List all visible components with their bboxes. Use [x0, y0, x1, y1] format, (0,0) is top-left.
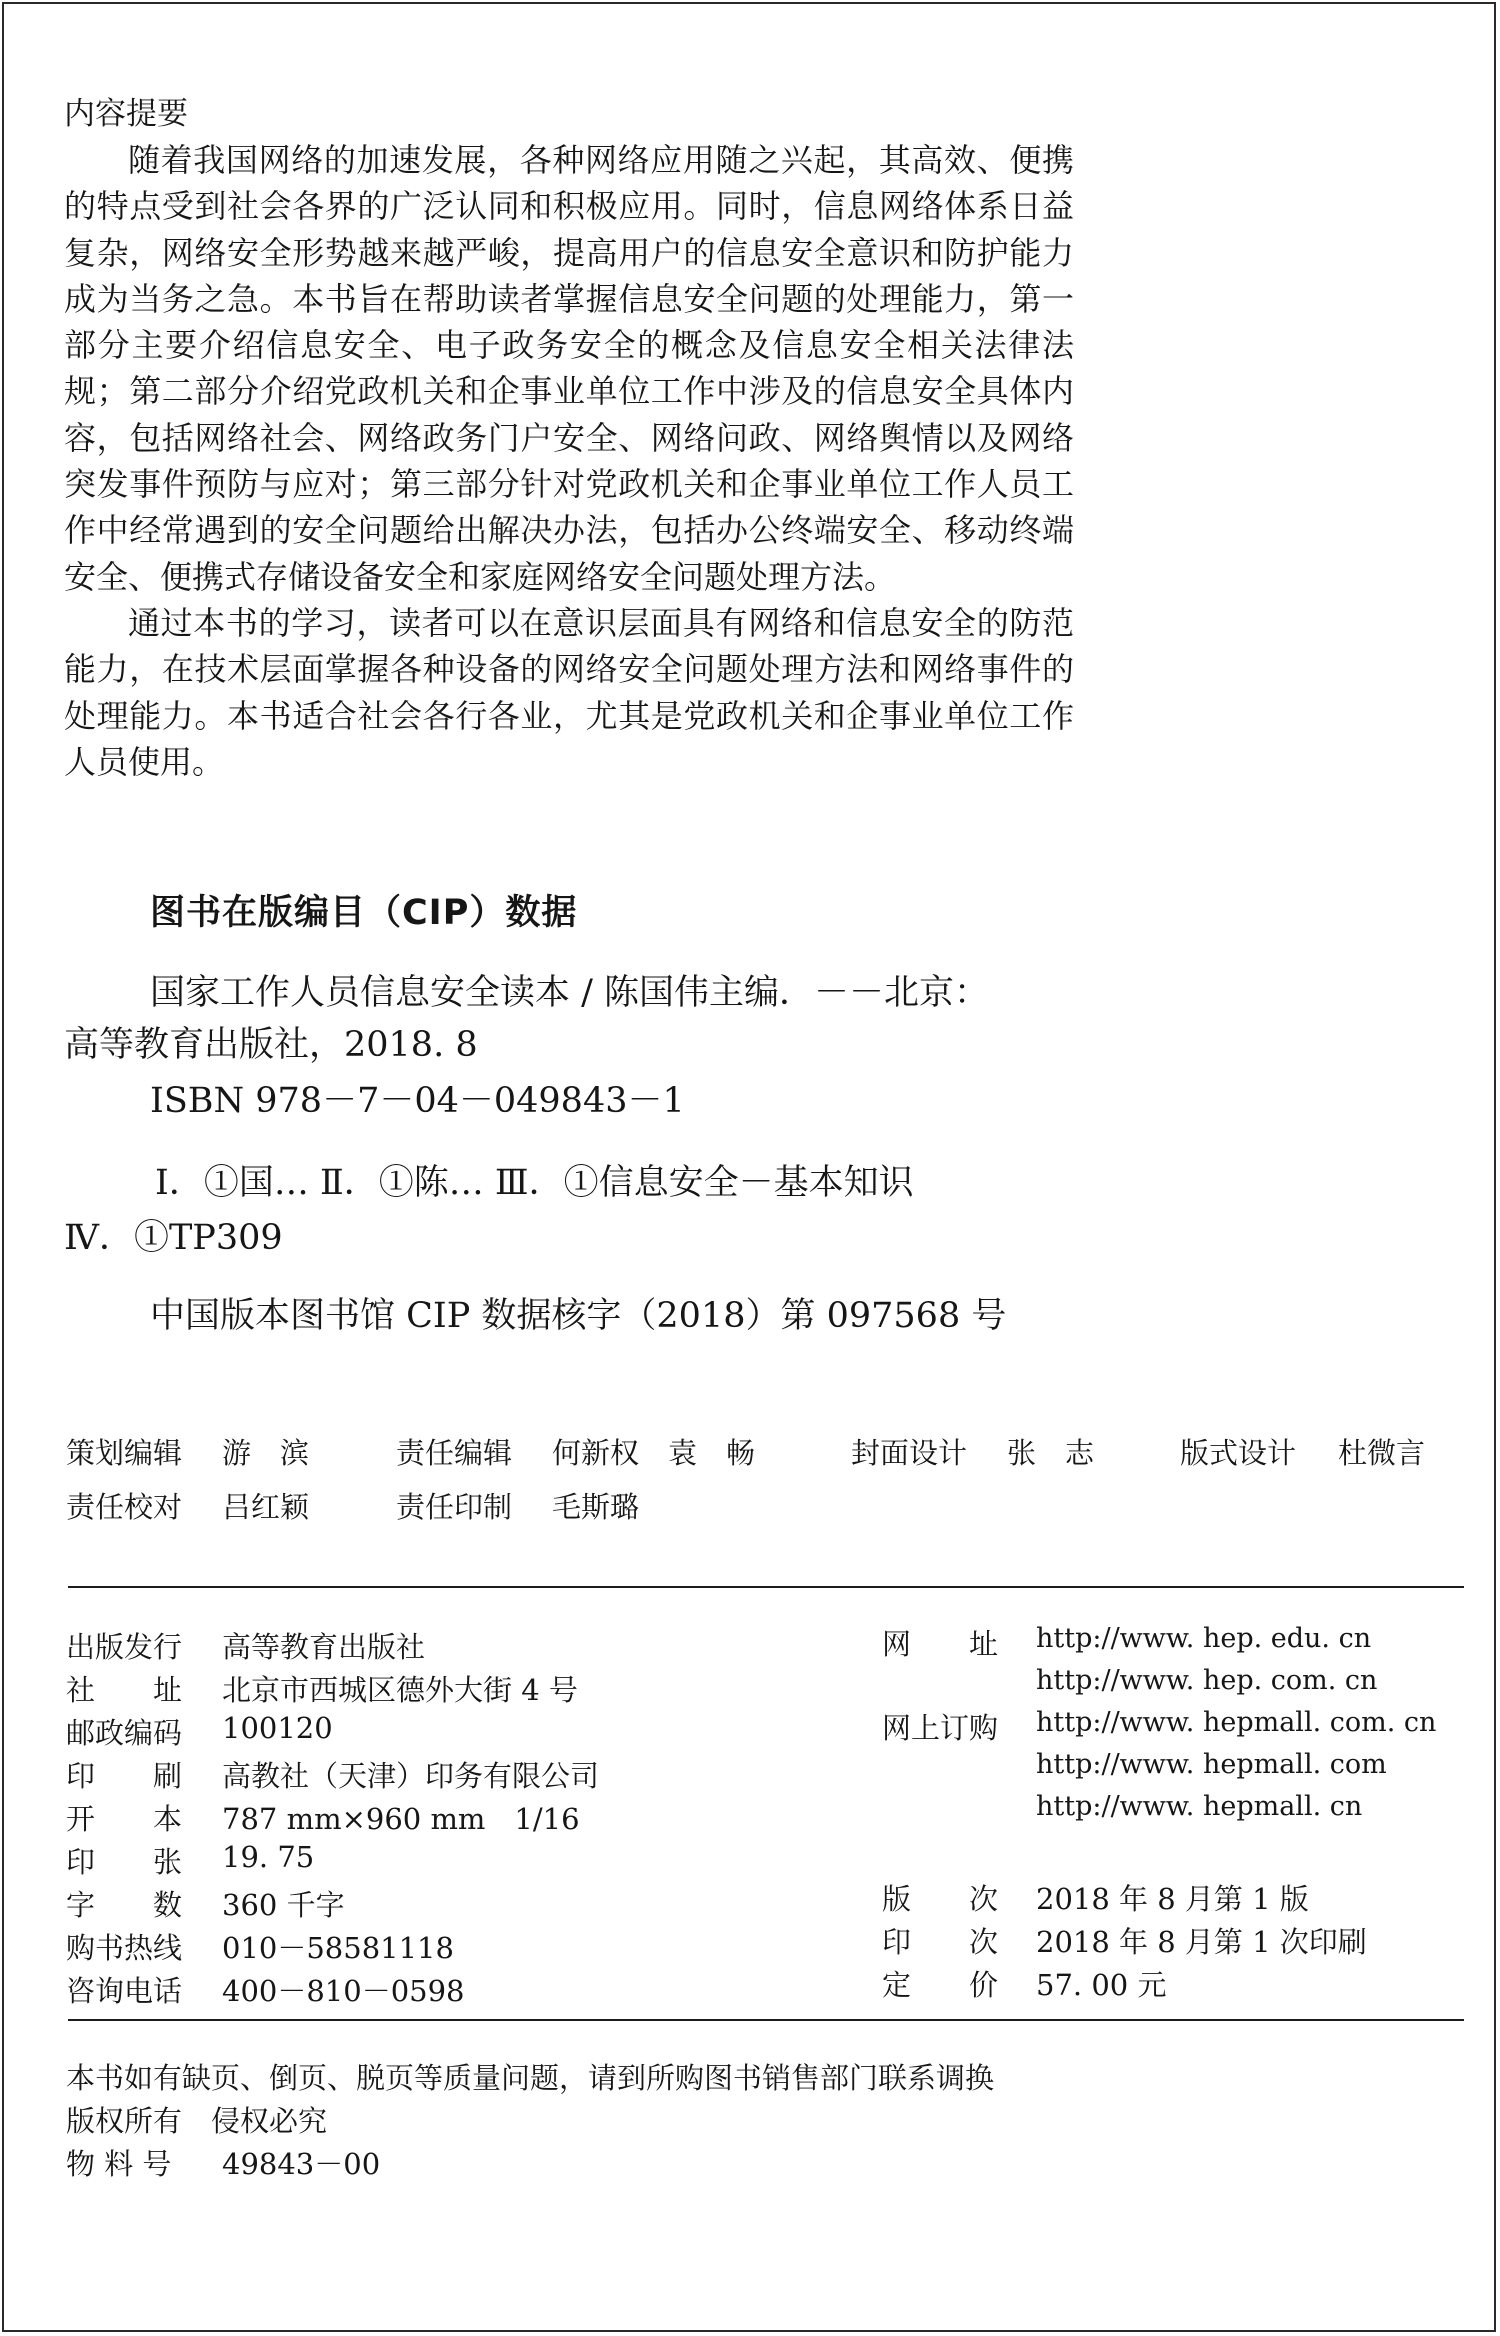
- editor-name: 何新权 袁 畅: [552, 1436, 756, 1470]
- info-label: 定 价: [882, 1968, 999, 2002]
- order-link[interactable]: http://www. hepmall. cn: [1036, 1791, 1363, 1822]
- editor-label: 责任编辑: [396, 1436, 513, 1470]
- info-value: 2018 年 8 月第 1 版: [1036, 1882, 1309, 1916]
- cip-heading: 图书在版编目（CIP）数据: [150, 893, 578, 933]
- cip-verification: 中国版本图书馆 CIP 数据核字（2018）第 097568 号: [150, 1296, 1007, 1336]
- cip-classification: Ⅳ．①TP309: [64, 1218, 283, 1258]
- cip-entry: [64, 967, 989, 1071]
- summary-paragraph: 通过本书的学习，读者可以在意识层面具有网络和信息安全的防范能力，在技术层面掌握各种设备的网络安全问题处理方法和网络事件的处理能力。本书适合社会各行各业，尤其是党政机关和企事业单位工作人员使用。: [64, 603, 1074, 781]
- info-label: 网上订购: [882, 1711, 999, 1745]
- divider-rule: [68, 1586, 1464, 1588]
- item-number-value: 49843－00: [222, 2147, 381, 2181]
- info-label: 印 次: [882, 1925, 999, 1959]
- cip-classification: Ⅰ．①国… Ⅱ．①陈… Ⅲ．①信息安全－基本知识: [155, 1163, 914, 1203]
- info-label: 版 次: [882, 1882, 999, 1916]
- editor-label: 责任印制: [396, 1490, 513, 1524]
- website-link[interactable]: http://www. hep. com. cn: [1036, 1665, 1378, 1696]
- info-value: 19. 75: [222, 1840, 315, 1874]
- order-link[interactable]: http://www. hepmall. com. cn: [1036, 1707, 1437, 1738]
- info-value: 57. 00 元: [1036, 1968, 1167, 2002]
- info-label: 邮政编码: [66, 1716, 183, 1750]
- editor-name: 吕红颖: [222, 1490, 310, 1524]
- info-value: 2018 年 8 月第 1 次印刷: [1036, 1925, 1367, 1959]
- editor-label: 责任校对: [66, 1490, 183, 1524]
- info-value: 北京市西城区德外大街 4 号: [222, 1673, 578, 1707]
- info-label: 社 址: [66, 1673, 183, 1707]
- summary-paragraph: 随着我国网络的加速发展，各种网络应用随之兴起，其高效、便携的特点受到社会各界的广泛认同和积极应用。同时，信息网络体系日益复杂，网络安全形势越来越严峻，提高用户的信息安全意识和防护能力成为当务之急。本书旨在帮助读者掌握信息安全问题的处理能力，第一部分主要介绍信息安全、电子政务安全的概念及信息安全相关法律法规；第二部分介绍党政机关和企事业单位工作中涉及的信息安全具体内容，包括网络社会、网络政务门户安全、网络问政、网络舆情以及网络突发事件预防与应对；第三部分针对党政机关和企事业单位工作人员工作中经常遇到的安全问题给出解决办法，包括办公终端安全、移动终端安全、便携式存储设备安全和家庭网络安全问题处理方法。: [64, 141, 1074, 596]
- cip-entry-line: 国家工作人员信息安全读本 / 陈国伟主编．－－北京：: [150, 973, 990, 1013]
- info-label: 印 张: [66, 1845, 183, 1879]
- cip-isbn: ISBN 978－7－04－049843－1: [150, 1081, 685, 1121]
- info-label: 印 刷: [66, 1759, 183, 1793]
- info-label: 开 本: [66, 1802, 183, 1836]
- cip-entry-line: 高等教育出版社，2018. 8: [64, 1025, 478, 1065]
- item-number-label: 物 料 号: [66, 2147, 172, 2181]
- summary-body: [64, 137, 1074, 785]
- info-value: 010－58581118: [222, 1931, 454, 1965]
- website-link[interactable]: http://www. hep. edu. cn: [1036, 1623, 1372, 1654]
- quality-notice: 本书如有缺页、倒页、脱页等质量问题，请到所购图书销售部门联系调换: [66, 2061, 995, 2095]
- info-value: 100120: [222, 1711, 333, 1745]
- editor-label: 版式设计: [1180, 1436, 1297, 1470]
- info-label: 字 数: [66, 1888, 183, 1922]
- editor-label: 封面设计: [851, 1436, 968, 1470]
- order-link[interactable]: http://www. hepmall. com: [1036, 1749, 1387, 1780]
- info-label: 咨询电话: [66, 1974, 183, 2008]
- info-label: 网 址: [882, 1627, 999, 1661]
- editor-name: 游 滨: [222, 1436, 310, 1470]
- editor-label: 策划编辑: [66, 1436, 183, 1470]
- info-value: 400－810－0598: [222, 1974, 465, 2008]
- editor-name: 毛斯璐: [552, 1490, 640, 1524]
- divider-rule: [68, 2019, 1464, 2021]
- editor-name: 张 志: [1007, 1436, 1095, 1470]
- info-value: 360 千字: [222, 1888, 345, 1922]
- editor-name: 杜微言: [1338, 1436, 1426, 1470]
- info-value: 787 mm×960 mm 1/16: [222, 1802, 580, 1836]
- info-value: 高等教育出版社: [222, 1630, 426, 1664]
- info-label: 出版发行: [66, 1630, 183, 1664]
- summary-title: 内容提要: [64, 96, 188, 132]
- info-value: 高教社（天津）印务有限公司: [222, 1759, 600, 1793]
- copyright-notice: 版权所有 侵权必究: [66, 2104, 328, 2138]
- info-label: 购书热线: [66, 1931, 183, 1965]
